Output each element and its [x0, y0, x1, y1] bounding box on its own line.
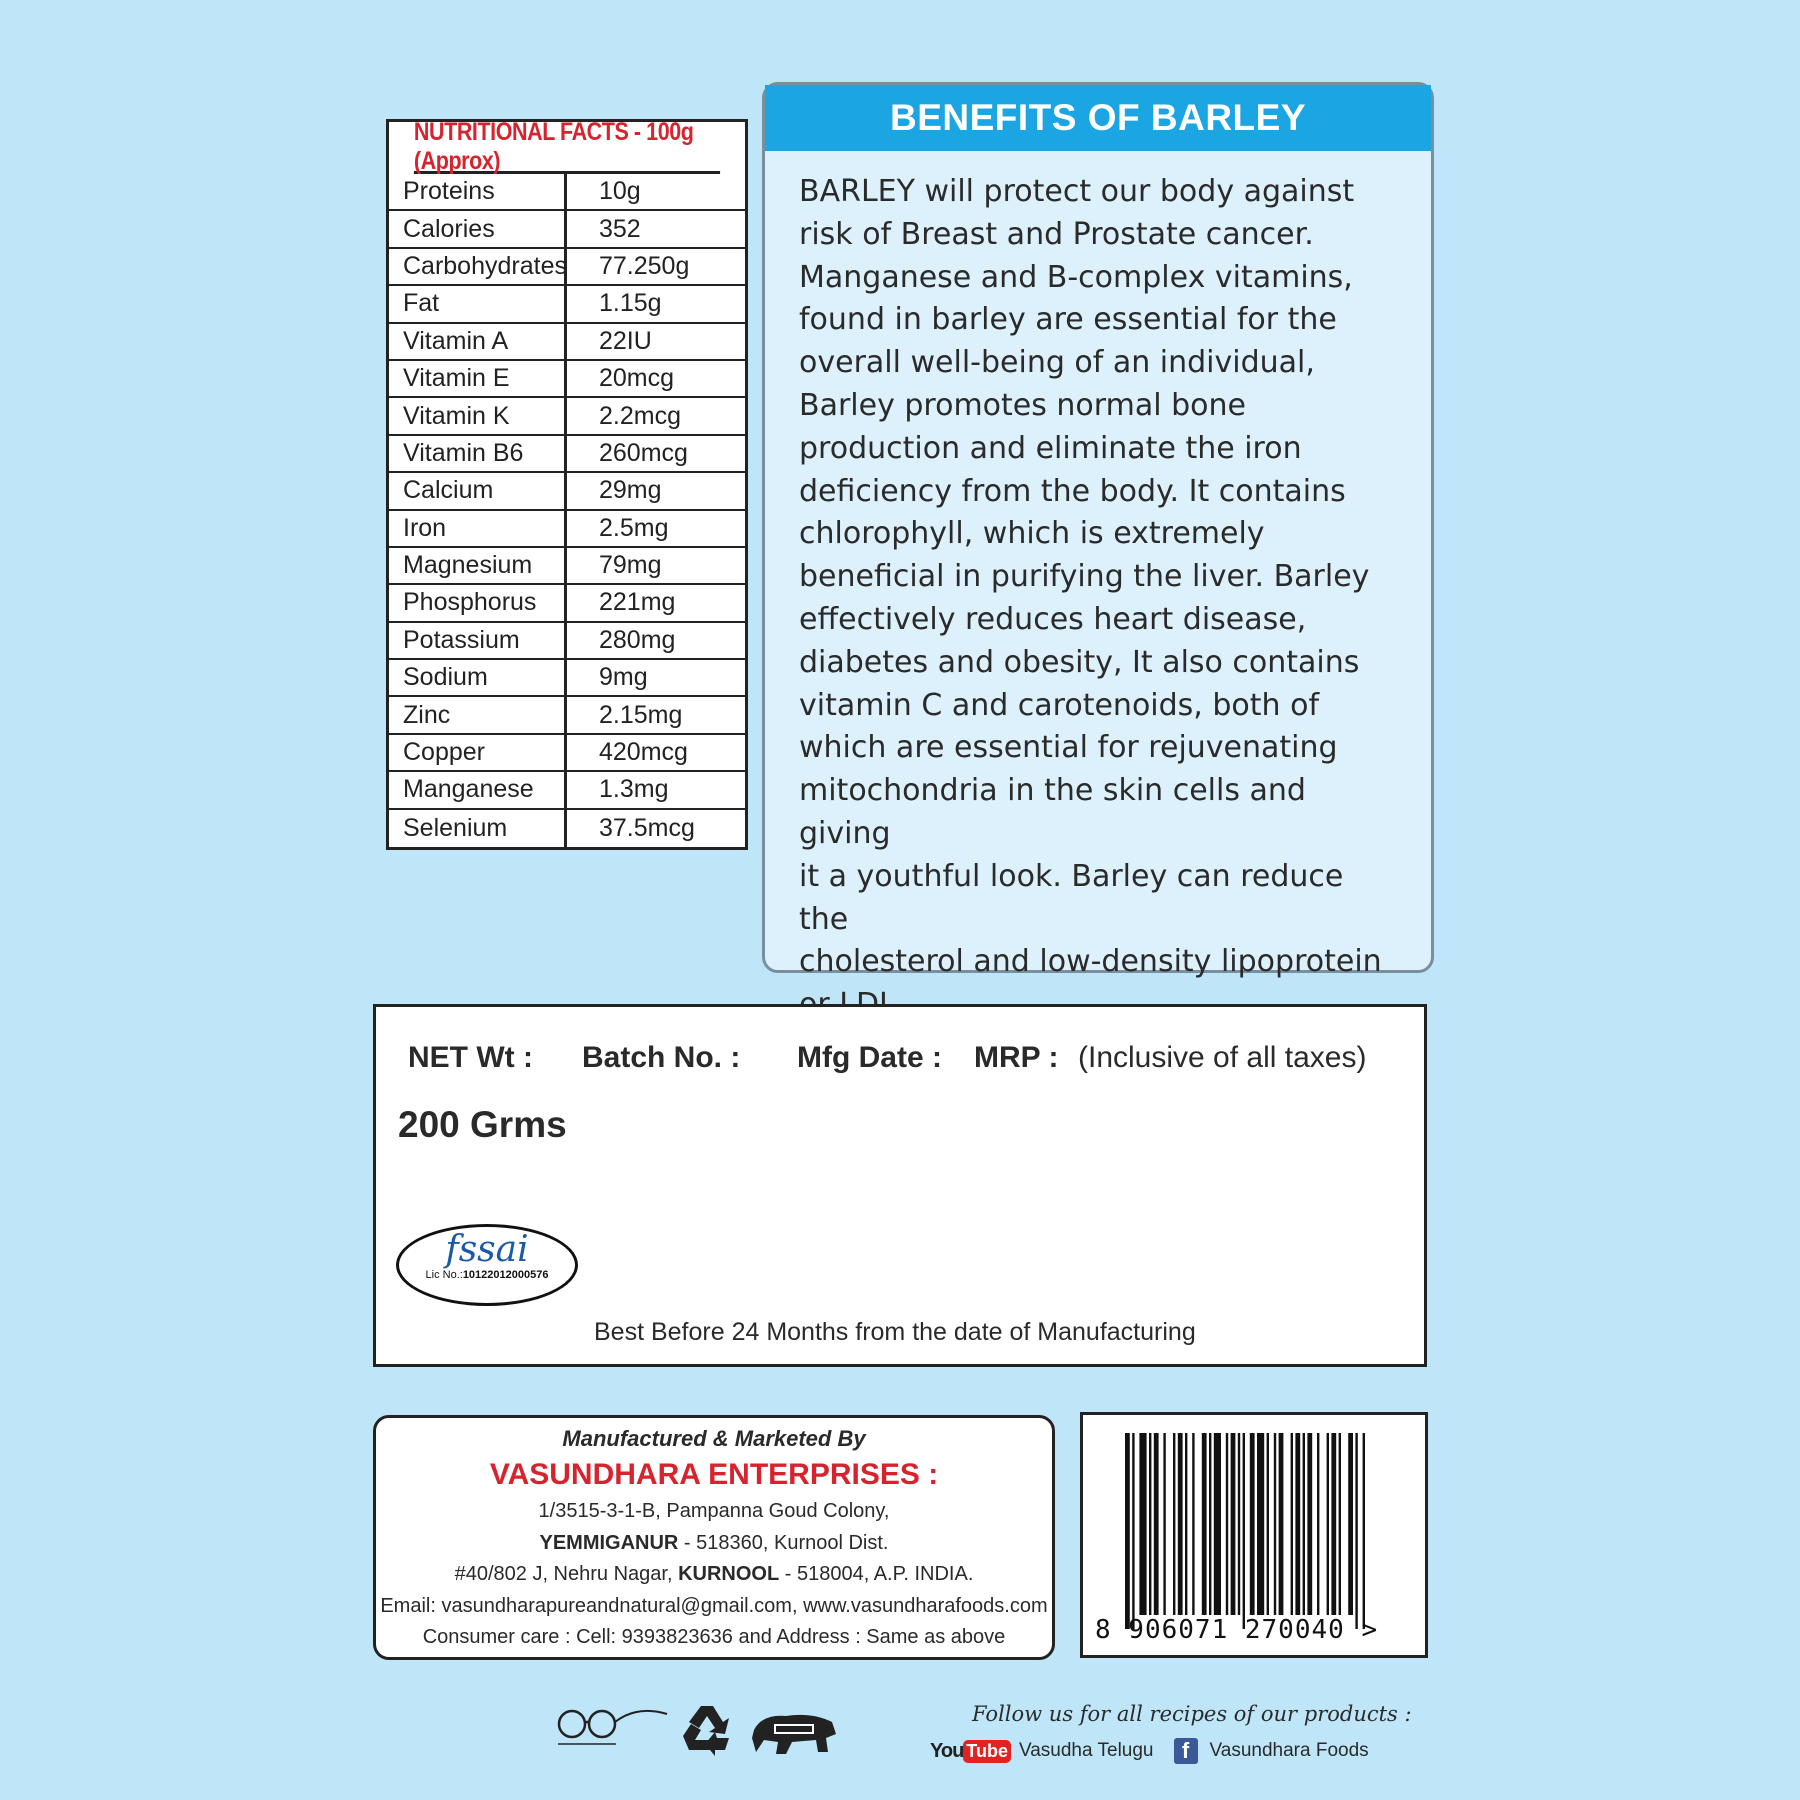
barcode-bar [1331, 1433, 1336, 1615]
nutrient-value: 352 [599, 214, 641, 243]
barcode-bar [1185, 1433, 1187, 1615]
barcode-bar [1339, 1433, 1341, 1615]
barcode-bar [1250, 1433, 1255, 1615]
youtube-icon: You [930, 1739, 964, 1762]
benefits-line: effectively reduces heart disease, [799, 601, 1307, 637]
barcode-bar [1226, 1433, 1228, 1615]
benefits-line: deficiency from the body. It contains [799, 473, 1346, 509]
fssai-lic-number: 10122012000576 [462, 1269, 549, 1281]
youtube-tube-icon: Tube [963, 1740, 1011, 1763]
benefits-line: vitamin C and carotenoids, both of [799, 687, 1320, 723]
barcode-bar [1238, 1433, 1240, 1615]
nutrition-rows [389, 174, 745, 847]
table-row [389, 436, 745, 473]
nutrient-value: 260mcg [599, 438, 688, 467]
barcode-bar [1307, 1433, 1312, 1615]
nutrition-facts-table [386, 119, 748, 850]
nutrient-name: Potassium [389, 623, 567, 658]
benefits-line: Manganese and B-complex vitamins, [799, 259, 1353, 295]
nutrient-value: 37.5mcg [599, 813, 695, 842]
barcode-bar [1274, 1433, 1276, 1615]
table-row [389, 361, 745, 398]
manufacturer-box [373, 1415, 1055, 1660]
barcode-bar [1214, 1433, 1221, 1615]
nutrient-name: Fat [389, 286, 567, 321]
manufactured-by-label: Manufactured & Marketed By [562, 1426, 866, 1451]
nutrient-value: 22IU [599, 326, 652, 355]
barcode-bar [1267, 1433, 1269, 1615]
benefits-line: cholesterol and low-density lipoprotein [799, 944, 1382, 980]
nutrient-value: 77.250g [599, 251, 690, 280]
address-line-3-pre: #40/802 J, Nehru Nagar, [454, 1563, 679, 1585]
barcode-bar [1154, 1433, 1159, 1615]
barcode-bar [1231, 1433, 1236, 1615]
nutrient-name: Manganese [389, 772, 567, 807]
barcode-bar [1363, 1433, 1365, 1629]
barcode-bar [1355, 1433, 1357, 1629]
table-row [389, 697, 745, 734]
nutrient-value: 2.2mcg [599, 401, 681, 430]
barcode-bar [1257, 1433, 1264, 1615]
benefits-line: overall well-being of an individual, [799, 345, 1315, 381]
nutrient-name: Calcium [389, 473, 567, 508]
barcode-bar [1149, 1433, 1151, 1615]
barcode-bar [1178, 1433, 1183, 1615]
nutrition-title: NUTRITIONAL FACTS - 100g (Approx) [414, 122, 720, 174]
address-line-2 [376, 1528, 1052, 1560]
table-row [389, 511, 745, 548]
benefits-text [765, 151, 1431, 1027]
fssai-license [399, 1269, 575, 1281]
address-line-2-rest: - 518360, Kurnool Dist. [678, 1531, 889, 1554]
benefits-line: BARLEY will protect our body against [799, 174, 1355, 209]
nutrient-value: 280mg [599, 625, 676, 654]
address-line-3 [376, 1559, 1052, 1591]
fssai-lic-label: Lic No.: [425, 1269, 463, 1281]
facebook-page-name: Vasundhara Foods [1209, 1740, 1369, 1761]
table-row [389, 548, 745, 585]
nutrient-value: 9mg [599, 663, 648, 692]
net-wt-label: NET Wt : [408, 1041, 533, 1074]
nutrient-value: 79mg [599, 551, 662, 580]
table-row [389, 398, 745, 435]
table-row [389, 810, 745, 847]
table-row [389, 623, 745, 660]
benefits-line: which are essential for rejuvenating [799, 730, 1338, 766]
nutrient-value: 1.3mg [599, 775, 669, 804]
company-name: VASUNDHARA ENTERPRISES : [489, 1458, 939, 1491]
facebook-icon: f [1174, 1738, 1198, 1764]
mrp-label: MRP : [974, 1041, 1059, 1074]
benefits-line: Barley promotes normal bone [799, 387, 1246, 423]
benefits-line: beneficial in purifying the liver. Barley [799, 559, 1370, 595]
barcode-bar [1209, 1433, 1211, 1615]
barcode-bar [1139, 1433, 1146, 1615]
nutrient-name: Vitamin K [389, 398, 567, 433]
benefits-line: found in barley are essential for the [799, 302, 1337, 338]
follow-us-text: Follow us for all recipes of our products : [972, 1702, 1412, 1726]
table-row [389, 735, 745, 772]
fssai-logo-text: fssai [445, 1229, 529, 1270]
youtube-channel-name: Vasudha Telugu [1018, 1740, 1154, 1761]
barcode-bar [1295, 1433, 1300, 1615]
table-row [389, 286, 745, 323]
nutrient-value: 10g [599, 177, 641, 206]
net-wt-value: 200 Grms [398, 1104, 567, 1145]
barcode-bar [1279, 1433, 1284, 1615]
barcode-number: 8 906071 270040 > [1095, 1615, 1379, 1645]
table-row [389, 324, 745, 361]
swachh-bharat-icon [558, 1711, 667, 1744]
nutrient-name: Phosphorus [389, 585, 567, 620]
contact-line: Email: vasundharapureandnatural@gmail.com, www.vasundharafoods.com [380, 1594, 1048, 1617]
nutrient-name: Vitamin B6 [389, 436, 567, 471]
barcode-bar [1125, 1433, 1130, 1629]
product-info-box [373, 1004, 1427, 1367]
nutrient-name: Sodium [389, 660, 567, 695]
recycle-icon [683, 1706, 729, 1756]
barcode-bar [1291, 1433, 1293, 1615]
taxes-note: (Inclusive of all taxes) [1078, 1041, 1367, 1074]
nutrient-name: Selenium [389, 810, 567, 847]
best-before-note: Best Before 24 Months from the date of Manufacturing [594, 1318, 1196, 1346]
address-town: YEMMIGANUR [539, 1531, 679, 1554]
footer-logos [552, 1700, 852, 1765]
barcode-bar [1132, 1433, 1134, 1629]
nutrient-name: Copper [389, 735, 567, 770]
nutrient-value: 29mg [599, 476, 662, 505]
barcode-bar [1327, 1433, 1329, 1615]
address-line-3-rest: - 518004, A.P. INDIA. [779, 1563, 974, 1585]
barcode-bar [1348, 1433, 1353, 1615]
nutrient-value: 221mg [599, 588, 676, 617]
nutrient-value: 420mcg [599, 738, 688, 767]
social-links [930, 1738, 1369, 1764]
consumer-care-line: Consumer care : Cell: 9393823636 and Address : Same as above [422, 1626, 1006, 1648]
benefits-line: it a youthful look. Barley can reduce the [799, 858, 1344, 937]
nutrient-value: 20mcg [599, 364, 675, 393]
barcode-bar [1202, 1433, 1207, 1615]
nutrient-name: Iron [389, 511, 567, 546]
table-row [389, 585, 745, 622]
nutrient-name: Carbohydrates [389, 249, 567, 284]
nutrient-value: 2.5mg [599, 513, 669, 542]
barcode-bar [1243, 1433, 1245, 1629]
benefits-title: BENEFITS OF BARLEY [765, 85, 1431, 151]
benefits-line: risk of Breast and Prostate cancer. [799, 216, 1314, 252]
table-row [389, 211, 745, 248]
nutrient-name: Calories [389, 211, 567, 246]
table-row [389, 772, 745, 809]
benefits-panel [762, 82, 1434, 980]
barcode-bar [1173, 1433, 1175, 1615]
benefits-line: chlorophyll, which is extremely [799, 516, 1265, 552]
table-row [389, 174, 745, 211]
barcode [1080, 1412, 1428, 1658]
make-in-india-lion-icon [752, 1715, 836, 1754]
fssai-logo [396, 1224, 578, 1306]
table-row [389, 249, 745, 286]
nutrient-name: Vitamin A [389, 324, 567, 359]
benefits-line: mitochondria in the skin cells and giving [799, 773, 1306, 851]
mfg-date-label: Mfg Date : [797, 1041, 942, 1074]
nutrient-name: Vitamin E [389, 361, 567, 396]
nutrient-value: 1.15g [599, 289, 662, 318]
nutrient-name: Magnesium [389, 548, 567, 583]
address-line-1: 1/3515-3-1-B, Pampanna Goud Colony, [538, 1500, 890, 1522]
table-row [389, 473, 745, 510]
benefits-line: production and eliminate the iron [799, 430, 1302, 466]
nutrient-name: Proteins [389, 174, 567, 209]
barcode-bar [1317, 1433, 1319, 1615]
nutrient-value: 2.15mg [599, 700, 683, 729]
table-row [389, 660, 745, 697]
benefits-line: diabetes and obesity, It also contains [799, 644, 1360, 680]
batch-label: Batch No. : [582, 1041, 741, 1074]
barcode-bar [1163, 1433, 1165, 1615]
nutrient-name: Zinc [389, 697, 567, 732]
barcode-bar [1303, 1433, 1305, 1615]
barcode-bar [1192, 1433, 1194, 1615]
address-city: KURNOOL [678, 1563, 780, 1585]
